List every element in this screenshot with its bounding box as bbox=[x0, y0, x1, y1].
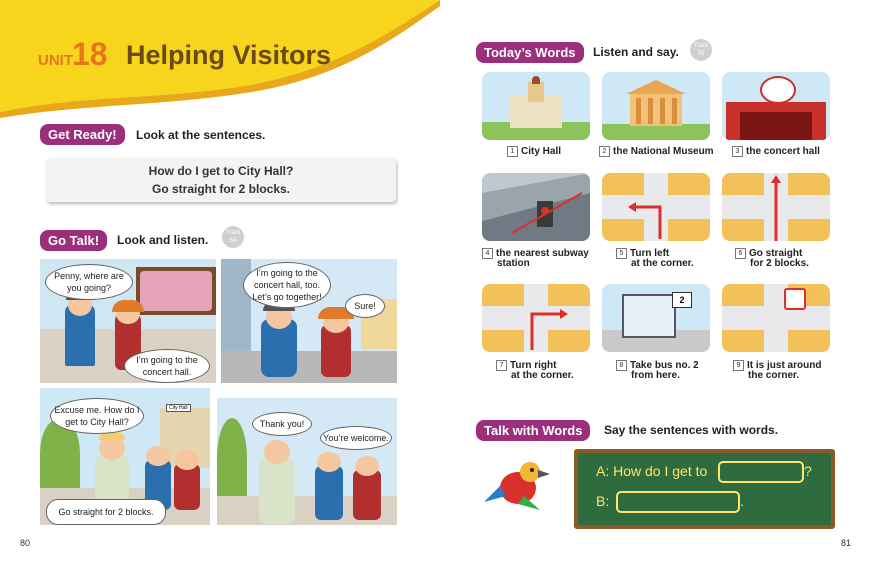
line-a-text: A: How do I get to bbox=[596, 463, 708, 479]
talk-with-words-instruction: Say the sentences with words. bbox=[604, 423, 779, 437]
boy-character bbox=[315, 466, 343, 520]
get-ready-label: Get Ready! bbox=[40, 124, 125, 145]
boy-character bbox=[65, 304, 95, 366]
word-label-9: 9 It is just around the corner. bbox=[733, 360, 821, 381]
word-card-go-straight bbox=[722, 173, 830, 241]
word-label-7: 7 Turn right at the corner. bbox=[496, 360, 574, 381]
go-talk-instruction: Look and listen. bbox=[117, 233, 209, 247]
sentence-line-2: Go straight for 2 blocks. bbox=[151, 182, 291, 196]
page-number-right: 81 bbox=[841, 538, 852, 548]
man-character bbox=[259, 458, 295, 524]
sentence-line-1: How do I get to City Hall? bbox=[148, 164, 294, 178]
line-a-end: ? bbox=[804, 463, 812, 479]
speech-bubble: I’m going to the concert hall, too. Let’s go together! bbox=[243, 262, 331, 308]
word-label-5: 5 Turn left at the corner. bbox=[616, 248, 694, 269]
chalkboard bbox=[574, 449, 835, 529]
word-label-1: 1 City Hall bbox=[507, 146, 561, 157]
girl-character bbox=[321, 325, 351, 377]
track-word: Track bbox=[693, 43, 709, 49]
speech-bubble: Go straight for 2 blocks. bbox=[46, 499, 166, 525]
word-card-subway-station bbox=[482, 173, 590, 241]
word-label-6: 6 Go straight for 2 blocks. bbox=[735, 248, 809, 269]
poster bbox=[136, 267, 216, 315]
page-title: Helping Visitors bbox=[126, 40, 332, 70]
word-label-3: 3 the concert hall bbox=[732, 146, 820, 157]
girl-character bbox=[174, 464, 200, 510]
unit-word: UNIT bbox=[38, 52, 73, 69]
girl-character bbox=[353, 470, 381, 520]
speech-bubble: Sure! bbox=[345, 294, 385, 318]
todays-words-label: Today’s Words bbox=[476, 42, 584, 63]
talk-with-words-label: Talk with Words bbox=[476, 420, 590, 441]
boy-character bbox=[261, 319, 297, 377]
line-b-end: . bbox=[740, 493, 744, 509]
speech-bubble: Thank you! bbox=[252, 412, 312, 436]
word-card-concert-hall bbox=[722, 72, 830, 140]
line-b-text: B: bbox=[596, 493, 610, 509]
track-word: Track bbox=[225, 230, 241, 236]
word-card-turn-left bbox=[602, 173, 710, 241]
audio-track-55-icon[interactable] bbox=[690, 39, 712, 61]
speech-bubble: You’re welcome. bbox=[320, 426, 392, 450]
word-card-bus-stop bbox=[602, 284, 710, 352]
page-number-left: 80 bbox=[20, 538, 31, 548]
word-card-national-museum bbox=[602, 72, 710, 140]
city-hall-sign: City Hall bbox=[166, 404, 191, 412]
speech-bubble: Excuse me. How do I get to City Hall? bbox=[50, 398, 144, 434]
word-card-turn-right bbox=[482, 284, 590, 352]
get-ready-instruction: Look at the sentences. bbox=[136, 128, 266, 142]
answer-blank-b[interactable] bbox=[616, 491, 740, 513]
speech-bubble: I’m going to the concert hall. bbox=[124, 349, 210, 383]
subway-sign-icon bbox=[784, 288, 806, 310]
bus-number-sign: 2 bbox=[672, 292, 692, 308]
speech-bubble: Penny, where are you going? bbox=[45, 264, 133, 300]
word-label-4: 4 the nearest subway station bbox=[482, 248, 589, 269]
todays-words-instruction: Listen and say. bbox=[593, 45, 679, 59]
sentence-box bbox=[46, 158, 396, 202]
word-card-around-corner bbox=[722, 284, 830, 352]
parrot-icon bbox=[484, 456, 554, 514]
track-number: 55 bbox=[697, 51, 705, 57]
answer-blank-a[interactable] bbox=[718, 461, 804, 483]
audio-track-54-icon[interactable] bbox=[222, 226, 244, 248]
word-label-2: 2 the National Museum bbox=[599, 146, 714, 157]
word-label-8: 8 Take bus no. 2 from here. bbox=[616, 360, 699, 381]
word-card-city-hall bbox=[482, 72, 590, 140]
go-talk-label: Go Talk! bbox=[40, 230, 107, 251]
unit-number: 18 bbox=[72, 36, 108, 72]
track-number: 54 bbox=[229, 238, 237, 244]
